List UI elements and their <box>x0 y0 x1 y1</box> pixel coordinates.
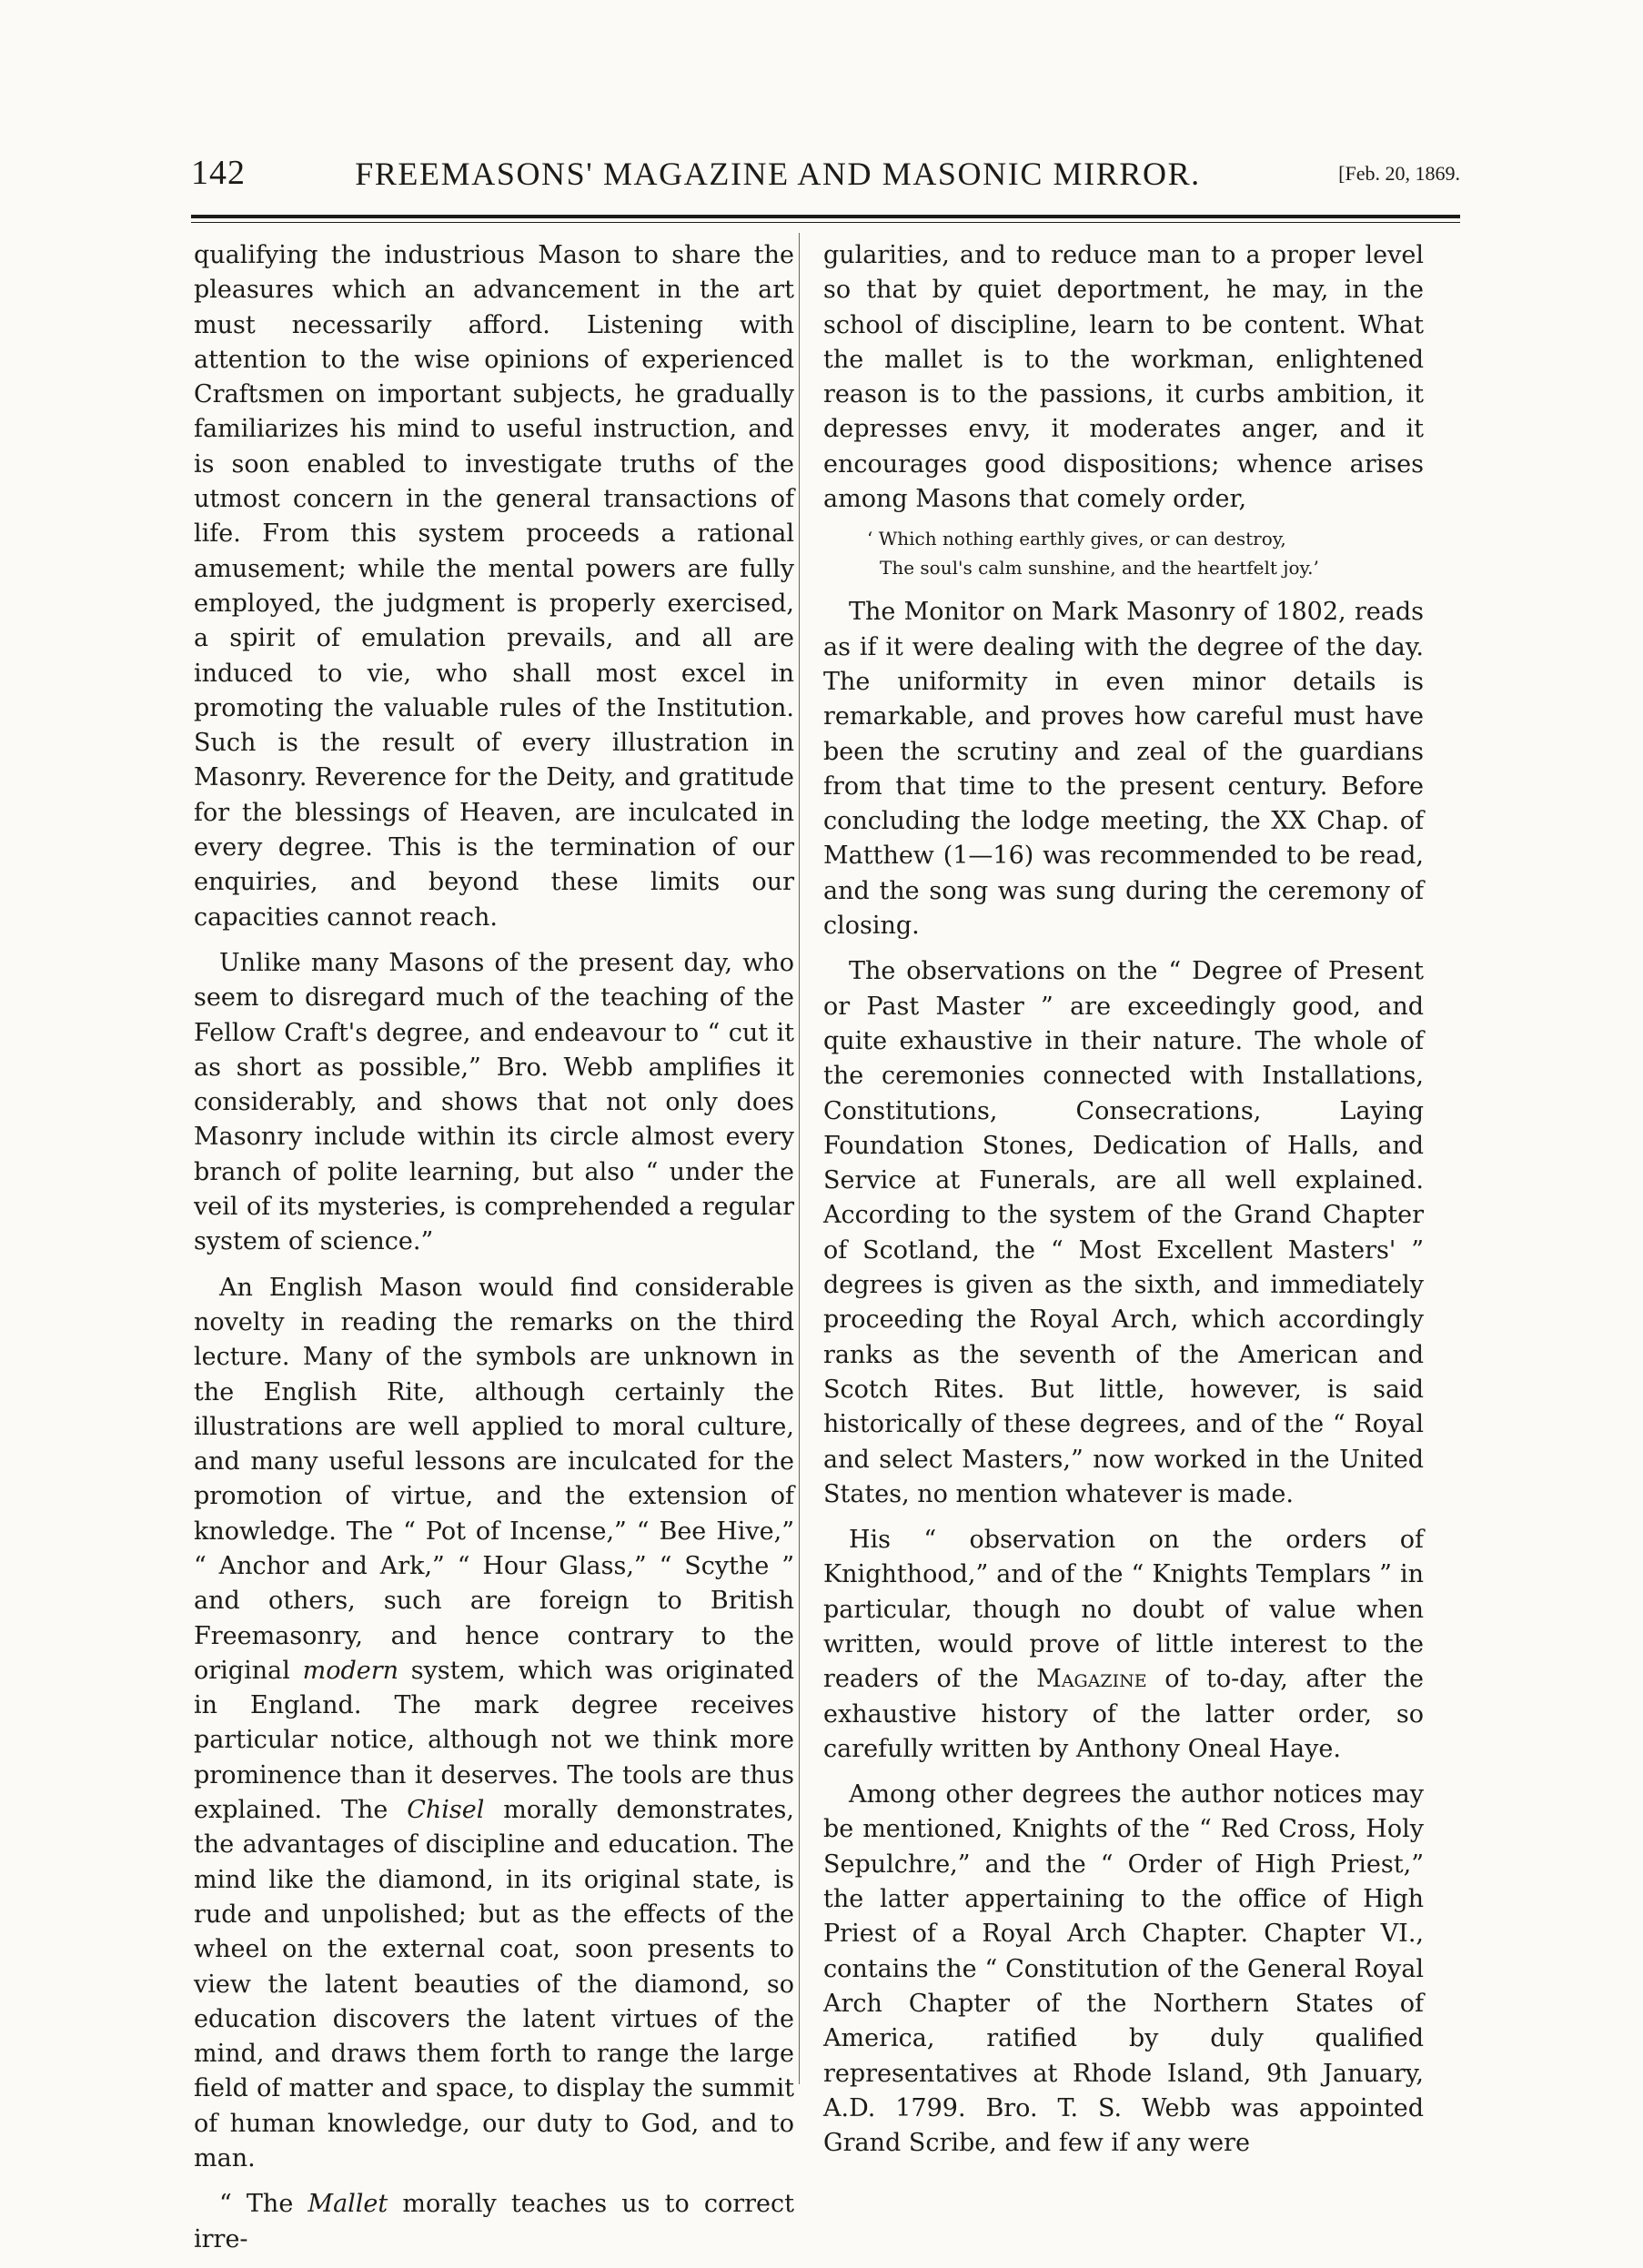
page-header <box>191 153 1460 207</box>
paragraph <box>194 1271 794 2177</box>
column-divider <box>799 233 800 2084</box>
header-rule-thin <box>191 222 1460 223</box>
issue-date: [Feb. 20, 1869. <box>1338 162 1460 185</box>
text-run: system, which was originated in England. The mark degree receives particular notice, although not we think more prominence than it deserves. The tools are thus explained. The <box>194 1656 794 1825</box>
italic-word: Chisel <box>407 1796 485 1825</box>
left-column <box>194 238 794 2268</box>
text-run: morally teaches us to correct irre- <box>194 2190 794 2253</box>
verse-line: ‘ Which nothing earthly gives, or can destroy, <box>867 528 1286 550</box>
paragraph: Among other degrees the author notices may be mentioned, Knights of the “ Red Cross, Holy Sepulchre,” and the “ Order of High Priest,” the latter appertaining to the office of High Priest of a Royal Arch Chapter. Chapter VI., contains the “ Constitution of the General Royal Arch Chapter of the Northern States of America, ratified by duly qualified representatives at Rhode Island, 9th January, A.D. 1799. Bro. T. S. Webb was appointed Grand Scribe, and few if any were <box>823 1780 1424 2158</box>
paragraph: gularities, and to reduce man to a proper level so that by quiet deportment, he may, in the school of discipline, learn to be content. What the mallet is to the workman, enlightened reason is to the passions, it curbs ambition, it depresses envy, it moderates anger, and it encourages good dispositions; whence arises among Masons that comely order, <box>823 241 1424 514</box>
text-run: “ The <box>219 2190 294 2219</box>
text-run: An English Mason would find considerable novelty in reading the remarks on the third lecture. Many of the symbols are unknown in the English Rite, although certainly the illustrations are well applied to moral culture, and many useful lessons are inculcated for the promotion of virtue, and the extension of knowledge. The “ Pot of Incense,” “ Bee Hive,” “ Anchor and Ark,” “ Hour Glass,” “ Scythe ” and others, such are foreign to British Freemasonry, and hence contrary to the original <box>194 1273 794 1685</box>
paragraph: The observations on the “ Degree of Present or Past Master ” are exceedingly good, and quite exhaustive in their nature. The whole of the ceremonies connected with Installations, Constitutions, Consecrations, Laying Foundation Stones, Dedication of Halls, and Service at Funerals, are all well explained. According to the system of the Grand Chapter of Scotland, the “ Most Excellent Masters' ” degrees is given as the sixth, and immediately proceeding the Royal Arch, which accordingly ranks as the seventh of the American and Scotch Rites. But little, however, is said historically of these degrees, and of the “ Royal and select Masters,” now worked in the United States, no mention whatever is made. <box>823 957 1424 1508</box>
italic-word: Mallet <box>307 2190 388 2219</box>
right-column <box>823 238 1424 2172</box>
verse-quotation <box>823 524 1424 582</box>
paragraph <box>194 2187 794 2257</box>
paragraph: The Monitor on Mark Masonry of 1802, reads as if it were dealing with the degree of the day. The uniformity in even minor details is remarkable, and proves how careful must have been the scrutiny and zeal of the guardians from that time to the present century. Before concluding the lodge meeting, the XX Chap. of Matthew (1—16) was recommended to be read, and the song was sung during the ceremony of closing. <box>823 598 1424 941</box>
paragraph: qualifying the industrious Mason to share the pleasures which an advancement in the art must necessarily afford. Listening with attention to the wise opinions of experienced Craftsmen on important subjects, he gradually familiarizes his mind to useful instruction, and is soon enabled to investigate truths of the utmost concern in the general transactions of life. From this system proceeds a rational amusement; while the mental powers are fully employed, the judgment is properly exercised, a spirit of emulation prevails, and all are induced to vie, who shall most excel in promoting the valuable rules of the Institution. Such is the result of every illustration in Masonry. Reverence for the Deity, and gratitude for the blessings of Heaven, are inculcated in every degree. This is the termination of our enquiries, and beyond these limits our capacities cannot reach. <box>194 241 794 932</box>
paragraph: Unlike many Masons of the present day, who seem to disregard much of the teaching of the Fellow Craft's degree, and endeavour to “ cut it as short as possible,” Bro. Webb amplifies it considerably, and shows that not only does Masonry include within its circle almost every branch of polite learning, but also “ under the veil of its mysteries, is comprehended a regular system of science.” <box>194 948 794 1256</box>
text-run: His “ observation on the orders of Knighthood,” and of the “ Knights Templars ” in particular, though no doubt of value when written, would prove of little interest to the readers of the <box>823 1526 1424 1694</box>
text-run: of to-day, after the exhaustive history of the latter order, so carefully written by Anthony Oneal Haye. <box>823 1665 1424 1763</box>
running-title: FREEMASONS' MAGAZINE AND MASONIC MIRROR. <box>355 156 1201 192</box>
header-rule-thick <box>191 215 1460 218</box>
verse-line: The soul's calm sunshine, and the heartfelt joy.’ <box>880 557 1319 580</box>
text-run: morally demonstrates, the advantages of discipline and education. The mind like the diamond, in its original state, is rude and unpolished; but as the effects of the wheel on the external coat, soon presents to view the latent beauties of the diamond, so education discovers the latent virtues of the mind, and draws them forth to range the large field of matter and space, to display the summit of human knowledge, our duty to God, and to man. <box>194 1796 794 2173</box>
small-caps-word: Magazine <box>1036 1665 1147 1694</box>
page-number: 142 <box>191 154 246 192</box>
paragraph <box>823 1523 1424 1767</box>
italic-word: modern <box>302 1656 399 1685</box>
